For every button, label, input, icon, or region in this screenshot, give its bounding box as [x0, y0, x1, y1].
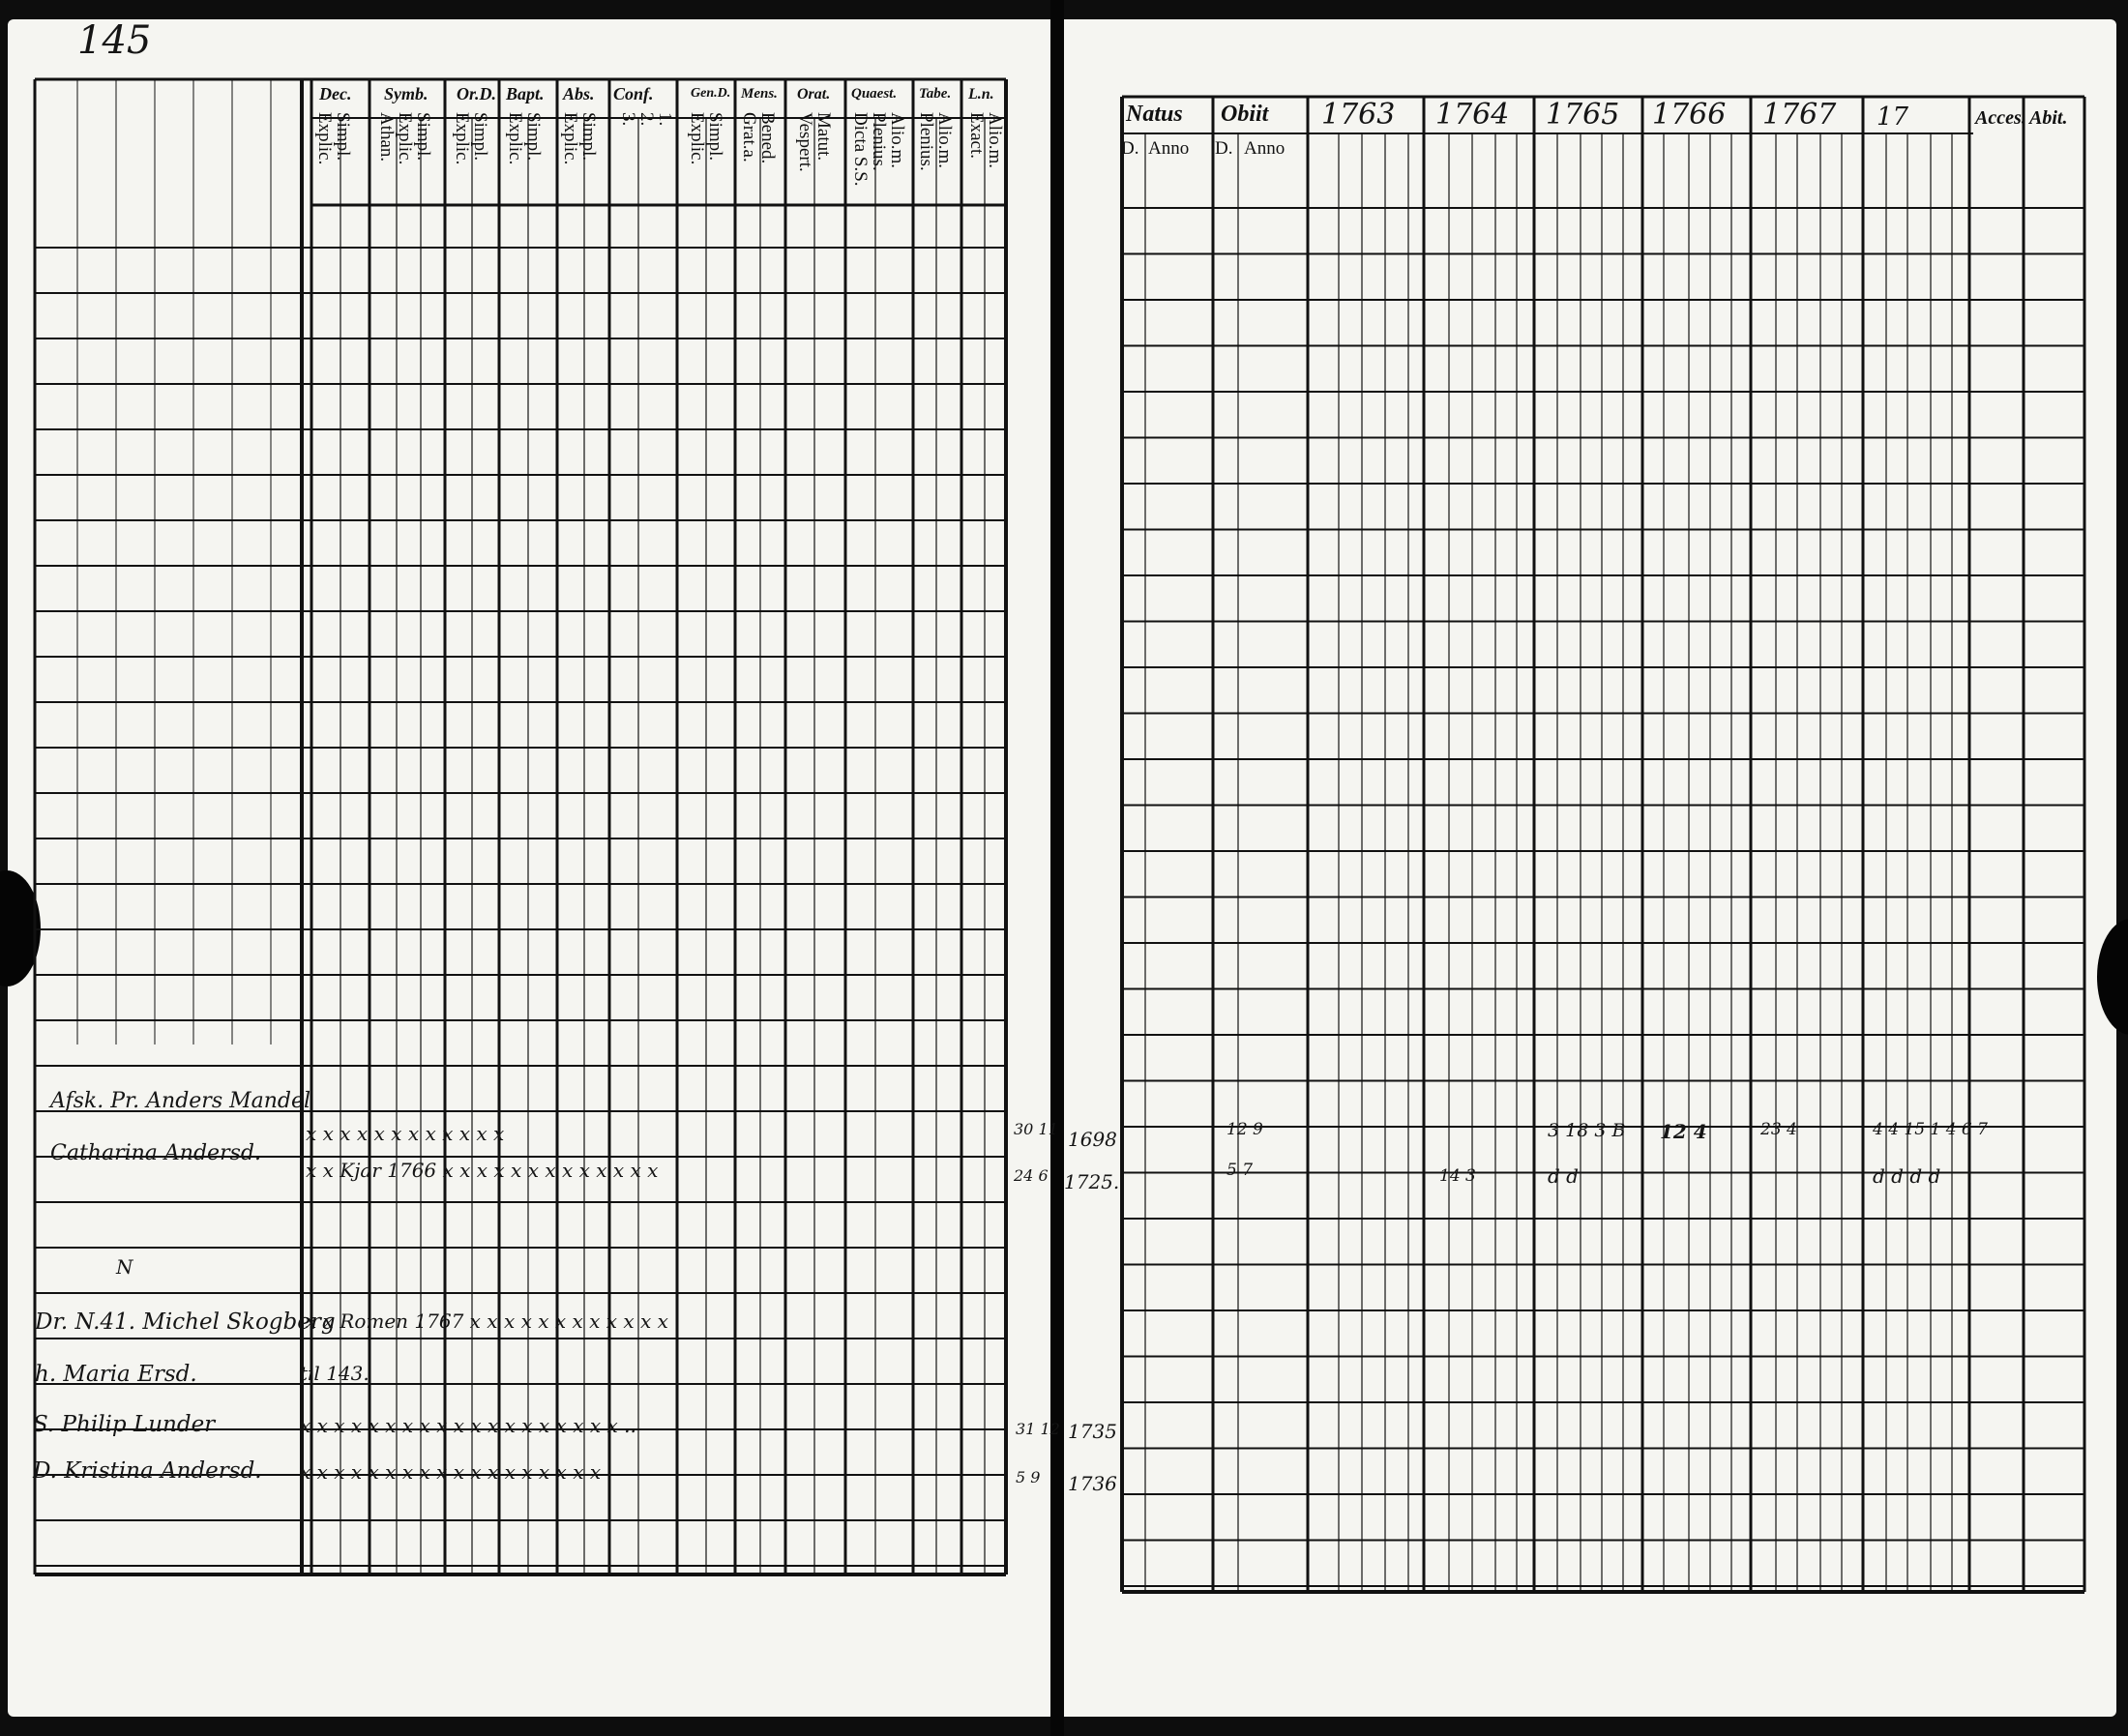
entry-mark: 3 18 3 B: [1548, 1120, 1626, 1141]
header-orat: Orat.: [797, 86, 831, 103]
header-accessit: Acces.: [1975, 107, 2026, 129]
header-abs: Abs.: [563, 84, 595, 103]
entry-name-line: D. Kristina Andersd.: [33, 1458, 262, 1484]
birth-year: 1735: [1068, 1420, 1117, 1443]
header-ln: L.n.: [968, 86, 994, 103]
header-year-1765: 1765: [1546, 98, 1620, 132]
subheader-mens: Bened. Grat.a.: [739, 112, 778, 164]
entry-name-line: Afsk. Pr. Anders Mandel: [50, 1089, 311, 1113]
birth-year: 1698: [1068, 1128, 1117, 1151]
subheader-obiit-day: D.: [1215, 138, 1233, 159]
header-bapt: Bapt.: [506, 84, 545, 103]
page-number: 145: [77, 18, 152, 63]
entry-marks-row: x x x x x x x x x x x x x x x x x x x ..: [300, 1414, 636, 1437]
birth-year: 1736: [1068, 1472, 1117, 1495]
entry-mark: 23 4: [1760, 1120, 1797, 1139]
entry-mark: 14 3: [1439, 1166, 1476, 1186]
margin-number: 5 9: [1016, 1468, 1041, 1486]
header-year-1764: 1764: [1435, 98, 1510, 132]
entry-mark: 12 4: [1660, 1120, 1707, 1143]
entry-marks-row: x x x x x x x x x x x x: [306, 1122, 505, 1145]
header-mens: Mens.: [741, 86, 778, 102]
entry-name-line: h. Maria Ersd.: [35, 1362, 197, 1387]
margin-number: 30 11: [1014, 1120, 1058, 1138]
header-symb: Symb.: [384, 84, 429, 103]
header-year-1767: 1767: [1762, 98, 1837, 132]
header-conf: Conf.: [613, 84, 654, 103]
entry-marks-row: x x Romen 1767 x x x x x x x x x x x x: [306, 1309, 668, 1333]
subheader-ord: Simpl. Explic.: [452, 112, 490, 165]
header-ord: Or.D.: [457, 84, 497, 103]
subheader-gend: Simpl. Explic.: [687, 112, 725, 165]
entry-mark: d d d d: [1873, 1164, 1941, 1188]
margin-number: 24 6: [1014, 1166, 1049, 1185]
subheader-obiit-year: Anno: [1244, 138, 1286, 159]
entry-name-line: Dr. N.41. Michel Skogberg: [35, 1309, 336, 1335]
header-natus: Natus: [1126, 102, 1183, 127]
header-quaest: Quaest.: [851, 86, 898, 102]
subheader-natus-year: Anno: [1148, 138, 1190, 159]
subheader-conf: 1. 2. 3.: [618, 112, 675, 127]
entry-mark: 4 4 15 1 4 6 7: [1873, 1120, 1988, 1139]
subheader-symb: Simpl. Explic. Athan.: [376, 112, 433, 165]
entry-name-line: Catharina Andersd.: [50, 1141, 261, 1165]
entry-marks-row: til 143.: [300, 1362, 369, 1385]
header-tabe: Tabe.: [919, 86, 952, 102]
subheader-ln: Alio.m. Exact.: [966, 112, 1005, 169]
subheader-quaest: Alio.m. Plenius. Dicta S.S.: [850, 112, 907, 187]
header-year-1763: 1763: [1321, 98, 1396, 132]
header-year-1766: 1766: [1652, 98, 1727, 132]
header-year-blank: 17: [1877, 103, 1909, 132]
subheader-natus-day: D.: [1121, 138, 1139, 159]
subheader-orat: Matut. Vespert.: [795, 112, 834, 172]
entry-name-line: S. Philip Lunder: [33, 1412, 216, 1437]
header-obiit: Obiit: [1221, 102, 1269, 127]
header-dec: Dec.: [319, 84, 352, 103]
entry-mark: d d: [1548, 1164, 1579, 1188]
header-abiit: Abit.: [2029, 107, 2068, 129]
margin-number: 31 12: [1016, 1420, 1060, 1438]
subheader-bapt: Simpl. Explic.: [505, 112, 544, 165]
entry-marks-row: x x Kjar 1766 x x x x x x x x x x x x x: [306, 1159, 659, 1182]
subheader-tabe: Alio.m. Plenius.: [916, 112, 955, 171]
subheader-dec: Simpl. Explic.: [314, 112, 353, 165]
entry-mark: 12 9: [1227, 1120, 1263, 1139]
birth-year: 1725.: [1064, 1170, 1120, 1193]
header-gend: Gen.D.: [691, 86, 731, 101]
entry-mark: 5 7: [1227, 1161, 1254, 1180]
entry-marks-row: x x x x x x x x x x x x x x x x x x: [300, 1460, 602, 1484]
subheader-abs: Simpl. Explic.: [560, 112, 599, 165]
entry-mark: N: [116, 1255, 133, 1279]
